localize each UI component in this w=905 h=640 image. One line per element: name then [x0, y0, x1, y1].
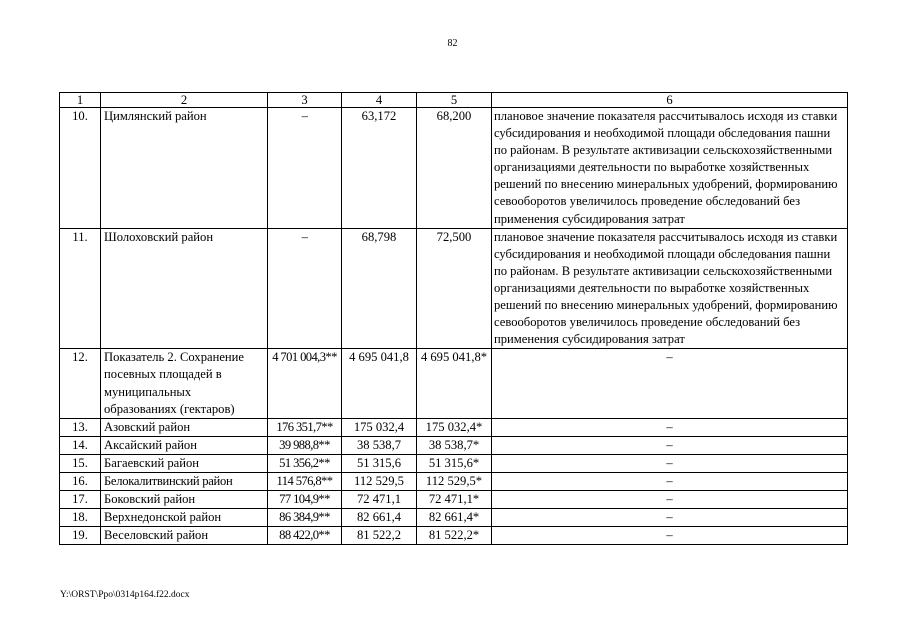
- district-name: Азовский район: [101, 418, 268, 436]
- value-col4: 38 538,7: [342, 436, 417, 454]
- table-row: [60, 418, 848, 436]
- note-text: плановое значение показателя рассчитывалось исходя из ставки субсидирования и необходимой площади обследования пашни по районам. В результате активизации сельскохозяйственными организациями деятельности по выработке хозяйственных решений по внесению минеральных удобрений, формированию севооборотов увеличилось проведение обследований без применения субсидирования затрат: [492, 228, 848, 349]
- header-cell: 3: [268, 93, 342, 108]
- value-col3: –: [268, 228, 342, 349]
- value-col4: 63,172: [342, 108, 417, 229]
- value-col4: 4 695 041,8: [342, 349, 417, 418]
- row-number: 19.: [60, 527, 101, 545]
- value-col3: 77 104,9**: [268, 491, 342, 509]
- row-number: 15.: [60, 454, 101, 472]
- value-col5: 4 695 041,8*: [417, 349, 492, 418]
- value-col5: 72 471,1*: [417, 491, 492, 509]
- header-cell: 4: [342, 93, 417, 108]
- row-number: 13.: [60, 418, 101, 436]
- file-path-footer: Y:\ORST\Ppo\0314p164.f22.docx: [60, 590, 190, 600]
- row-number: 12.: [60, 349, 101, 418]
- value-col3: 86 384,9**: [268, 509, 342, 527]
- district-name: Белокалитвинский район: [101, 472, 268, 490]
- value-col3: 176 351,7**: [268, 418, 342, 436]
- note-text: –: [492, 491, 848, 509]
- row-number: 11.: [60, 228, 101, 349]
- value-col3: –: [268, 108, 342, 229]
- row-number: 10.: [60, 108, 101, 229]
- district-name: Шолоховский район: [101, 228, 268, 349]
- table-row: [60, 527, 848, 545]
- value-col5: 175 032,4*: [417, 418, 492, 436]
- value-col4: 112 529,5: [342, 472, 417, 490]
- note-text: –: [492, 509, 848, 527]
- row-number: 17.: [60, 491, 101, 509]
- value-col5: 38 538,7*: [417, 436, 492, 454]
- value-col4: 51 315,6: [342, 454, 417, 472]
- district-name: Боковский район: [101, 491, 268, 509]
- district-name: Аксайский район: [101, 436, 268, 454]
- row-number: 18.: [60, 509, 101, 527]
- value-col4: 72 471,1: [342, 491, 417, 509]
- value-col4: 68,798: [342, 228, 417, 349]
- value-col5: 112 529,5*: [417, 472, 492, 490]
- value-col5: 68,200: [417, 108, 492, 229]
- row-number: 16.: [60, 472, 101, 490]
- header-cell: 2: [101, 93, 268, 108]
- value-col5: 82 661,4*: [417, 509, 492, 527]
- header-cell: 1: [60, 93, 101, 108]
- note-text: –: [492, 472, 848, 490]
- table-row: [60, 436, 848, 454]
- note-text: –: [492, 454, 848, 472]
- value-col3: 88 422,0**: [268, 527, 342, 545]
- value-col5: 72,500: [417, 228, 492, 349]
- note-text: –: [492, 418, 848, 436]
- district-name: Верхнедонской район: [101, 509, 268, 527]
- header-cell: 6: [492, 93, 848, 108]
- district-name: Показатель 2. Сохранение посевных площадей в муниципальных образованиях (гектаров): [101, 349, 268, 418]
- note-text: –: [492, 527, 848, 545]
- value-col4: 82 661,4: [342, 509, 417, 527]
- header-cell: 5: [417, 93, 492, 108]
- table-row: [60, 108, 848, 229]
- table-row: [60, 228, 848, 349]
- table-row: [60, 349, 848, 418]
- note-text: –: [492, 349, 848, 418]
- value-col3: 51 356,2**: [268, 454, 342, 472]
- table-row: [60, 454, 848, 472]
- value-col5: 51 315,6*: [417, 454, 492, 472]
- indicator-table: [59, 92, 848, 545]
- note-text: плановое значение показателя рассчитывалось исходя из ставки субсидирования и необходимой площади обследования пашни по районам. В результате активизации сельскохозяйственными организациями деятельности по выработке хозяйственных решений по внесению минеральных удобрений, формированию севооборотов увеличилось проведение обследований без применения субсидирования затрат: [492, 108, 848, 229]
- value-col3: 39 988,8**: [268, 436, 342, 454]
- district-name: Цимлянский район: [101, 108, 268, 229]
- table-row: [60, 509, 848, 527]
- value-col3: 4 701 004,3**: [268, 349, 342, 418]
- value-col4: 81 522,2: [342, 527, 417, 545]
- value-col4: 175 032,4: [342, 418, 417, 436]
- note-text: –: [492, 436, 848, 454]
- table-row: [60, 491, 848, 509]
- value-col5: 81 522,2*: [417, 527, 492, 545]
- table-header-row: [60, 93, 848, 108]
- value-col3: 114 576,8**: [268, 472, 342, 490]
- row-number: 14.: [60, 436, 101, 454]
- table-row: [60, 472, 848, 490]
- district-name: Веселовский район: [101, 527, 268, 545]
- page-number: 82: [447, 38, 458, 49]
- district-name: Багаевский район: [101, 454, 268, 472]
